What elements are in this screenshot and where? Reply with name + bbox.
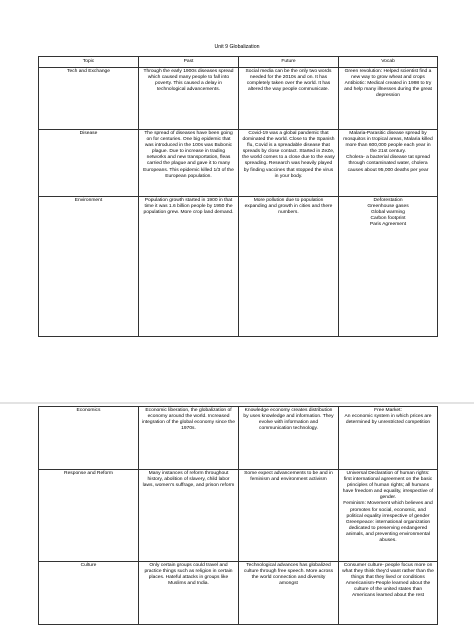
future-cell: Social media can be the only two words needed for the 2010s and on. It has completely taken over the world. It has altered the way people communicate. — [239, 68, 339, 130]
future-cell: Knowledge economy creates distribution by uses knowledge and information. They evolve with information and communication technology. — [239, 407, 339, 470]
vocab-entry: Free Market: An economic system in which prices are determined by unrestricted competition — [344, 408, 432, 426]
topic-cell: Tech and Exchange — [39, 68, 139, 130]
vocab-cell — [339, 407, 438, 470]
table-row — [39, 407, 438, 470]
document-title: Unit 9 Globalization — [214, 44, 260, 50]
vocab-cell — [339, 130, 438, 197]
table-row — [39, 470, 438, 562]
globalization-table-part-1 — [38, 56, 438, 337]
topic-cell: Environment — [39, 197, 139, 337]
future-cell: Some expect advancements to be and in feminism and environment activism — [239, 470, 339, 562]
past-cell: The spread of diseases have been going on for centuries. One big epidemic that was introduced in the 100s was Bubonic plague. Due to increase in trading networks and new transportation, fleas carried the plague and gave it to many Europeans. This epidemic killed 1/3 of the European population. — [139, 130, 239, 197]
topic-cell: Culture — [39, 562, 139, 625]
vocab-cell — [339, 68, 438, 130]
vocab-cell — [339, 470, 438, 562]
future-cell: Technological advances has globalized culture through free speech. More across the world connection and diversity amongst — [239, 562, 339, 625]
topic-cell: Disease — [39, 130, 139, 197]
topic-cell: Response and Reform — [39, 470, 139, 562]
header-vocab: Vocab — [339, 57, 438, 68]
vocab-cell — [339, 562, 438, 625]
past-cell: Through the early 1900s diseases spread which caused many people to fall into poverty. This caused a delay in technological advancements. — [139, 68, 239, 130]
table-row — [39, 562, 438, 625]
past-cell: Population growth started in 1900 in that time it was 1.6 billion people by 1950 the population grew. More crop land demand. — [139, 197, 239, 337]
vocab-entry: Consumer culture- people focus more on what they think they'd want rather than the things that they lived or conditions Americanism-People learned about the culture of the united states than Americans learned about the rest — [342, 563, 434, 599]
past-cell: Only certain groups could travel and practice things such as religion in certain places. Hateful attacks in groups like Muslims and India. — [139, 562, 239, 625]
vocab-entry: Universal Declaration of human rights: first international agreement on the basic principles of human rights; all humans have freedom and equality, irrespective of gender. Feminism: Movement which believes and promotes for social, economic, and political equality irrespective of gender Greenpeace: international organization dedicated to preserving endangered animals, and preventing environmental abuses. — [342, 471, 434, 544]
header-future: Future — [239, 57, 339, 68]
table-row — [39, 68, 438, 130]
future-cell: More pollution due to population expanding and growth in cities and there numbers. — [239, 197, 339, 337]
past-cell: Many instances of reform throughout history, abolition of slavery, child labor laws, women's suffrage, and prison reform — [139, 470, 239, 562]
vocab-entry: Deforestation Greenhouse gases Global warming Carbon footprint Paris Agreement — [367, 198, 409, 228]
header-past: Past — [139, 57, 239, 68]
vocab-entry: Malaria-Parasitic disease spread by mosquitos in tropical areas, Malaria killed more than 600,000 people each year in the 21st century. Cholera- a bacterial disease tat spread through contaminated water, cholera causes about 95,000 deaths per year — [343, 131, 433, 173]
globalization-table-part-2 — [38, 406, 438, 625]
header-row — [39, 57, 438, 68]
table-row — [39, 130, 438, 197]
document-page-2 — [0, 404, 474, 632]
past-cell: Economic liberation, the globalization of economy around the world. Increased integration of the global economy since the 1970s. — [139, 407, 239, 470]
vocab-entry: Green revolution: Helped scientist find a new way to grow wheat and crops Antibiotic: Medical created in 1998 to try and help many illnesses during the great depression — [344, 69, 432, 99]
vocab-cell — [339, 197, 438, 337]
future-cell: Covid-19 was a global pandemic that dominated the world. Close to the Spanish flu, Covid is a spreadable disease that spreads by close contact. Started in ZeZe, the world comes to a close due to the easy spreading. Research was heavily played by finding vaccines that stopped the virus in your body. — [239, 130, 339, 197]
table-row — [39, 197, 438, 337]
topic-cell: Economics — [39, 407, 139, 470]
header-topic: Topic — [39, 57, 139, 68]
